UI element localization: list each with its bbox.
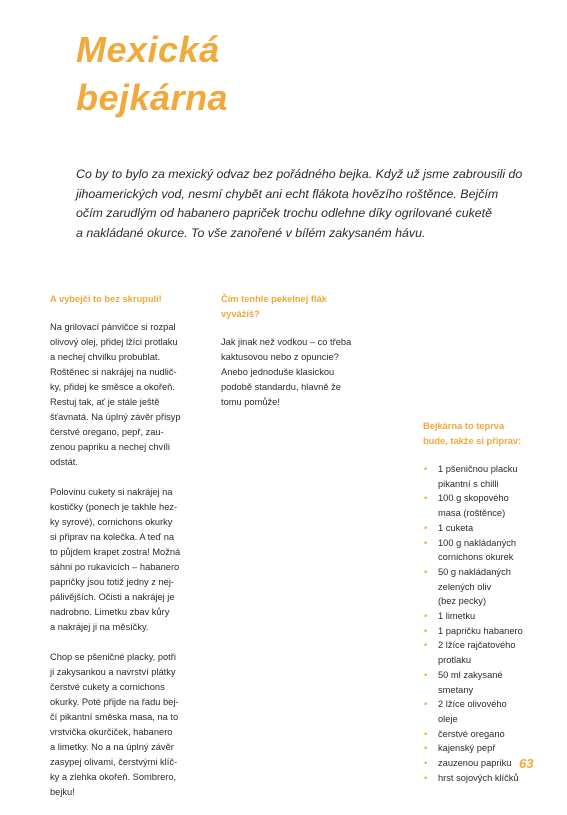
text-line: papričky jsou totiž jedny z nej- [50,577,175,587]
text-line: Chop se pšeničné placky, potři [50,652,176,662]
instructions-paragraph [50,650,210,800]
drink-pairing-heading [221,292,381,322]
text-line: Restuj tak, ať je stále ještě [50,397,160,407]
drink-pairing-column [221,292,381,425]
list-item [423,609,543,624]
text-line: ji zakysankou a navrství plátky [50,667,176,677]
heading-line: Bejkárna to teprva [423,421,505,431]
text-line: podobě standardu, hlavně že [221,382,341,392]
item-line: masa (roštěnce) [438,508,506,519]
text-line: Jak jinak než vodkou – co třeba [221,337,352,347]
item-line: smetany [438,684,474,695]
item-line: • 1 pšeničnou placku [438,464,518,474]
heading-line: vyvážíš? [221,309,260,319]
title-line: bejkárna [76,77,229,118]
intro-paragraph [76,165,536,243]
text-line: a nechej chvilku probublat. [50,352,161,362]
list-item [423,771,543,786]
item-line: • 2 lžíce olivového [438,699,507,710]
ingredients-section [423,419,543,785]
list-item [423,668,543,697]
text-line: Anebo jednoduše klasickou [221,367,335,377]
item-line: zelených oliv [438,581,492,592]
text-line: ky, přidej ke směsce a okořeň. [50,382,175,392]
recipe-title [76,26,228,122]
heading-line: bude, takže si připrav: [423,436,522,446]
intro-line: očím zarudlým od habanero papriček trochu odlehne díky ogrilované cuketě [76,206,493,220]
text-line: Na grilovací pánvičce si rozpal [50,322,176,332]
instructions-heading: A vybejči to bez skrupulí! [50,294,162,304]
intro-line: Co by to bylo za mexický odvaz bez pořádného bejka. Když už jsme zabrousili do [76,167,523,181]
item-line: • hrst sojových klíčků [438,772,519,783]
text-line: odstát. [50,457,78,467]
text-line: pálivějších. Očisti a nakrájej je [50,592,175,602]
item-line: protlaku [438,655,472,666]
ingredients-list [423,462,543,785]
list-item [423,462,543,491]
text-line: bejku! [50,787,75,797]
text-line: to půjdem krapet zostra! Možná [50,547,181,557]
text-line: čí pikantní směska masa, na to [50,712,179,722]
item-line: • 1 limetku [438,611,476,622]
list-item [423,741,543,756]
list-item [423,624,543,639]
list-item [423,536,543,565]
text-line: Roštěnec si nakrájej na nudlič- [50,367,177,377]
page-number: 63 [519,756,534,771]
text-line: olivový olej, přidej lžíci protlaku [50,337,178,347]
text-line: kostičky (ponech je takhle hez- [50,502,178,512]
title-line: Mexická [76,29,220,70]
item-line: • 1 cuketa [438,522,474,533]
text-line: ky syrové), cornichons okurky [50,517,173,527]
text-line: sáhni po rukavicích – habanero [50,562,180,572]
text-line: zenou papriku a nechej chvíli [50,442,170,452]
intro-line: jihoamerických vod, nesmí chybět ani echt flákota hovězího roštěnce. Bejčím [76,186,499,201]
list-item [423,697,543,726]
item-line: cornichons okurek [438,552,514,563]
intro-line: a nakládané okurce. To vše zanořené v bílém zakysaném hávu. [76,225,426,240]
list-item [423,565,543,609]
text-line: tomu pomůže! [221,397,280,407]
item-line: • čerstvé oregano [438,728,505,739]
list-item [423,727,543,742]
text-line: kaktusovou nebo z opuncie? [221,352,339,362]
list-item [423,521,543,536]
instructions-paragraph [50,485,210,635]
instructions-column [50,292,210,815]
item-line: (bez pecky) [438,596,487,607]
item-line: • 100 g skopového [438,493,509,504]
list-item [423,638,543,667]
item-line: • 50 g nakládaných [438,566,511,577]
item-line: • 50 ml zakysané [438,669,503,680]
text-line: ky a zlehka okořeň. Sombrero, [50,772,177,782]
text-line: nadrobno. Limetku zbav kůry [50,607,170,617]
item-line: pikantní s chilli [438,478,499,489]
text-line: a limetky. No a na úplný závěr [50,742,174,752]
text-line: okurky. Poté přijde na řadu bej- [50,697,179,707]
item-line: oleje [438,713,458,724]
item-line: • 2 lžíce rajčatového [438,640,516,651]
item-line: • zauzenou papriku [438,758,512,769]
instructions-paragraph [50,320,210,470]
text-line: čerstvé cukety a cornichons [50,682,165,692]
drink-pairing-paragraph [221,335,381,410]
item-line: • kajenský pepř [438,743,496,754]
list-item [423,491,543,520]
item-line: • 1 papričku habanero [438,625,523,636]
item-line: • 100 g nakládaných [438,537,517,548]
text-line: Polovinu cukety si nakrájej na [50,487,173,497]
text-line: šťavnatá. Na úplný závěr přisyp [50,412,181,422]
text-line: a nakrájej ji na měsíčky. [50,622,149,632]
text-line: vrstvička okurčiček, habanero [50,727,173,737]
heading-line: Čím tenhle pekelnej flák [221,294,327,304]
text-line: čerstvé oregano, pepř, zau- [50,427,164,437]
text-line: zasypej olivami, čerstvými klíč- [50,757,178,767]
ingredients-heading [423,419,543,449]
text-line: si připrav na kolečka. A teď na [50,532,175,542]
